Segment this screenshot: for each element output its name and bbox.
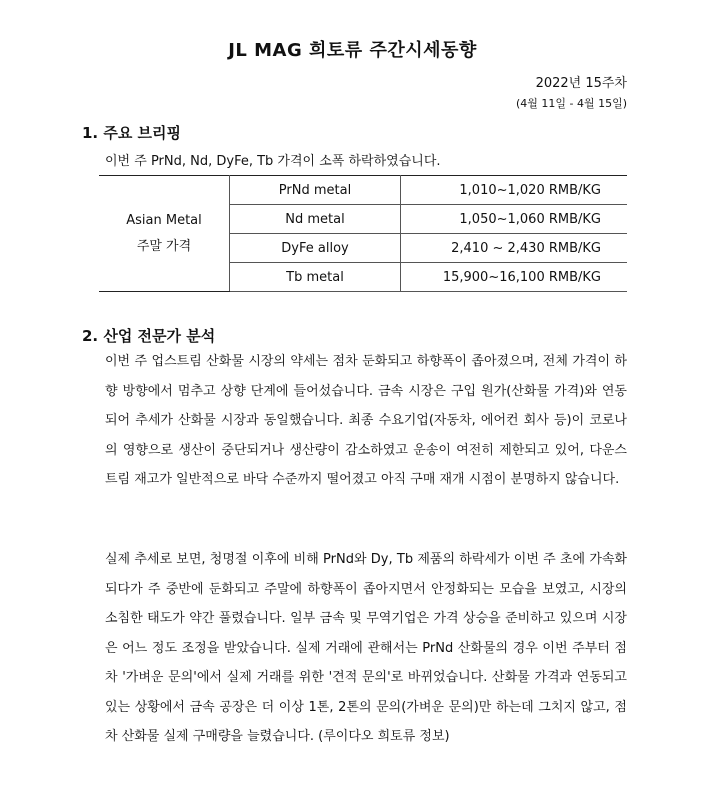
- table-cell-price: 2,410 ~ 2,430 RMB/KG: [401, 234, 628, 263]
- analysis-paragraph: 실제 추세로 보면, 청명절 이후에 비해 PrNd와 Dy, Tb 제품의 하락세가 이번 주 초에 가속화되다가 주 중반에 둔화되고 주말에 하향폭이 좁아지면서 안정화되는 모습을 보였고, 시장의 소침한 태도가 약간 풀렸습니다. 일부 금속 및 무역기업은 가격 상승을 준비하고 있으며 시장은 어느 정도 조정을 받았습니다. 실제 거래에 관해서는 PrNd 산화물의 경우 이번 주부터 점차 '가벼운 문의'에서 실제 거래를 위한 '견적 문의'로 바뀌었습니다. 산화물 가격과 연동되고 있는 상황에서 금속 공장은 더 이상 1톤, 2톤의 문의(가벼운 문의)만 하는데 그치지 않고, 점차 산화물 실제 구매량을 늘렸습니다. (루이다오 희토류 정보): [105, 552, 627, 744]
- table-cell-price: 1,050~1,060 RMB/KG: [401, 205, 628, 234]
- price-source-cell: [99, 176, 230, 292]
- section-heading-briefing: 1. 주요 브리핑: [82, 124, 182, 142]
- table-cell-item: Nd metal: [230, 205, 401, 234]
- briefing-intro: 이번 주 PrNd, Nd, DyFe, Tb 가격이 소폭 하락하였습니다.: [105, 154, 441, 169]
- table-cell-price: 15,900~16,100 RMB/KG: [401, 263, 628, 292]
- table-cell-item: DyFe alloy: [230, 234, 401, 263]
- table-cell-price: 1,010~1,020 RMB/KG: [401, 176, 628, 205]
- price-period-label: 주말 가격: [136, 238, 192, 254]
- table-cell-item: PrNd metal: [230, 176, 401, 205]
- section-heading-analysis: 2. 산업 전문가 분석: [82, 327, 216, 345]
- document-title: JL MAG 희토류 주간시세동향: [228, 40, 477, 61]
- price-source-label: Asian Metal: [126, 212, 202, 228]
- price-table: [99, 175, 627, 292]
- table-cell-item: Tb metal: [230, 263, 401, 292]
- analysis-paragraph: 이번 주 업스트림 산화물 시장의 약세는 점차 둔화되고 하향폭이 좁아졌으며, 전체 가격이 하향 방향에서 멈추고 상향 단계에 들어섰습니다. 금속 시장은 구입 원가(산화물 가격)와 연동되어 추세가 산화물 시장과 동일했습니다. 최종 수요기업(자동차, 에어컨 회사 등)이 코로나의 영향으로 생산이 중단되거나 생산량이 감소하였고 운송이 여전히 제한되고 있어, 다운스트림 재고가 일반적으로 바닥 수준까지 떨어졌고 아직 구매 재개 시점이 분명하지 않습니다.: [105, 354, 627, 487]
- table-row: [99, 176, 627, 205]
- date-range: (4월 11일 - 4월 15일): [515, 97, 627, 110]
- week-label: 2022년 15주차: [535, 76, 627, 91]
